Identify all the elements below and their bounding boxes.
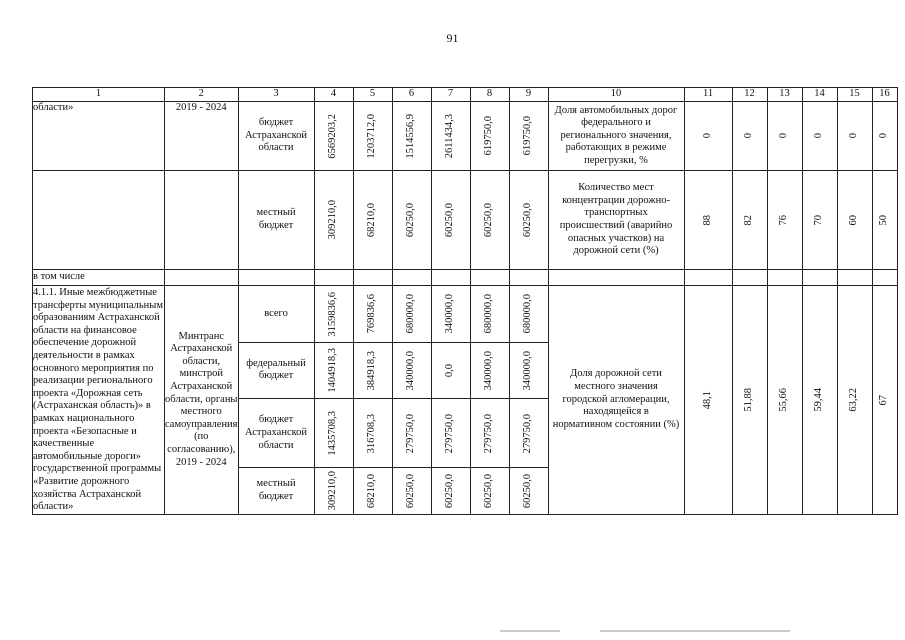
indicator-name-cell: Доля дорожной сети местного значения городской агломерации, находящейся в нормативном состоянии (%) (548, 286, 684, 515)
empty-cell (802, 270, 837, 286)
indicator-cell (837, 171, 872, 270)
table-row (33, 171, 898, 270)
amount-value: 340000,0 (483, 350, 495, 391)
amount-cell (353, 399, 392, 468)
header-cell: 11 (684, 88, 732, 102)
indicator-cell (684, 286, 732, 515)
indicator-cell (837, 286, 872, 515)
indicator-value: 0 (878, 133, 890, 139)
indicator-cell (684, 102, 732, 171)
amount-cell (470, 286, 509, 343)
indicator-value: 63,22 (848, 388, 860, 412)
empty-cell (837, 270, 872, 286)
amount-cell (509, 342, 548, 399)
indicator-cell (802, 102, 837, 171)
scan-artifact (600, 630, 790, 632)
header-cell: 14 (802, 88, 837, 102)
executor-cell: 2019 - 2024 (165, 102, 239, 171)
header-cell: 15 (837, 88, 872, 102)
indicator-cell (802, 286, 837, 515)
program-table (32, 87, 898, 515)
indicator-name-cell: Доля автомобильных дорог федерального и регионального значения, работающих в режиме перегрузки, % (548, 102, 684, 171)
empty-cell (767, 270, 802, 286)
indicator-cell (767, 286, 802, 515)
amount-value: 1203712,0 (366, 113, 378, 159)
indicator-value: 51,88 (743, 388, 755, 412)
amount-cell (392, 468, 431, 515)
indicator-cell (872, 171, 897, 270)
header-cell: 12 (732, 88, 767, 102)
amount-cell (314, 102, 353, 171)
amount-cell (470, 171, 509, 270)
header-cell: 8 (470, 88, 509, 102)
indicator-cell (837, 102, 872, 171)
indicator-name-cell: Количество мест концентрации дорожно-транспортных происшествий (аварийно опасных участков) на дорожной сети (%) (548, 171, 684, 270)
empty-cell (732, 270, 767, 286)
amount-cell (509, 102, 548, 171)
indicator-cell (802, 171, 837, 270)
amount-cell (431, 171, 470, 270)
amount-value: 340000,0 (405, 350, 417, 391)
funding-source-cell: бюджет Астраханской области (238, 399, 314, 468)
header-cell: 2 (165, 88, 239, 102)
header-row (33, 88, 898, 102)
empty-cell (238, 270, 314, 286)
amount-cell (509, 399, 548, 468)
measure-name-cell: 4.1.1. Иные межбюджетные трансферты муниципальным образованиям Астраханской области на финансовое обеспечение дорожной деятельности в рамках основного мероприятия по реализации регионального проекта «Дорожная сеть (Астраханская область)» в рамках национального проекта «Безопасные и качественные автомобильные дороги» государственной программы «Развитие дорожного хозяйства Астраханской области» (33, 286, 165, 515)
header-cell: 9 (509, 88, 548, 102)
amount-value: 279750,0 (522, 413, 534, 453)
amount-value: 60250,0 (444, 473, 456, 508)
indicator-value: 70 (813, 214, 825, 226)
table-row (33, 270, 898, 286)
amount-value: 60250,0 (522, 473, 534, 508)
indicator-cell (684, 171, 732, 270)
indicator-cell (872, 286, 897, 515)
indicator-value: 59,44 (813, 388, 825, 412)
amount-value: 1514556,9 (405, 113, 417, 159)
header-cell: 6 (392, 88, 431, 102)
amount-cell (509, 286, 548, 343)
header-cell: 5 (353, 88, 392, 102)
amount-cell (353, 342, 392, 399)
header-cell: 16 (872, 88, 897, 102)
amount-value: 60250,0 (522, 202, 534, 238)
amount-value: 68210,0 (366, 202, 378, 238)
empty-cell (353, 270, 392, 286)
indicator-value: 88 (701, 214, 713, 226)
header-cell: 13 (767, 88, 802, 102)
header-cell: 1 (33, 88, 165, 102)
empty-cell (470, 270, 509, 286)
indicator-cell (767, 171, 802, 270)
amount-value: 60250,0 (405, 473, 417, 508)
amount-value: 384918,3 (366, 350, 378, 391)
empty-cell (872, 270, 897, 286)
amount-value: 60250,0 (405, 202, 417, 238)
amount-value: 769836,6 (366, 294, 378, 334)
amount-value: 680000,0 (483, 294, 495, 334)
amount-value: 68210,0 (366, 473, 378, 508)
indicator-value: 76 (778, 214, 790, 226)
amount-cell (470, 102, 509, 171)
empty-cell (392, 270, 431, 286)
amount-cell (431, 399, 470, 468)
amount-value: 619750,0 (522, 116, 534, 156)
empty-cell (165, 270, 239, 286)
measure-name-cell: области» (33, 102, 165, 171)
scan-artifact (500, 630, 560, 632)
amount-value: 279750,0 (483, 413, 495, 453)
indicator-cell (732, 171, 767, 270)
header-cell: 4 (314, 88, 353, 102)
amount-cell (431, 342, 470, 399)
amount-cell (509, 171, 548, 270)
amount-cell (392, 286, 431, 343)
amount-cell (314, 342, 353, 399)
funding-source-cell: бюджет Астраханской области (238, 102, 314, 171)
funding-source-cell: местный бюджет (238, 468, 314, 515)
amount-value: 309210,0 (327, 471, 339, 511)
amount-cell (353, 286, 392, 343)
table-row (33, 102, 898, 171)
indicator-value: 0 (701, 133, 713, 139)
amount-cell (509, 468, 548, 515)
amount-value: 0,0 (444, 363, 456, 378)
empty-cell (314, 270, 353, 286)
empty-cell (165, 171, 239, 270)
amount-cell (431, 286, 470, 343)
header-cell: 7 (431, 88, 470, 102)
amount-cell (314, 286, 353, 343)
amount-value: 6569203,2 (327, 113, 339, 159)
amount-cell (353, 102, 392, 171)
including-label: в том числе (33, 270, 165, 286)
amount-value: 680000,0 (522, 294, 534, 334)
table-row (33, 286, 898, 343)
header-cell: 3 (238, 88, 314, 102)
empty-cell (33, 171, 165, 270)
indicator-cell (732, 286, 767, 515)
indicator-cell (872, 102, 897, 171)
indicator-value: 55,66 (778, 388, 790, 412)
indicator-value: 0 (778, 133, 790, 139)
indicator-value: 50 (878, 214, 890, 226)
amount-cell (392, 171, 431, 270)
funding-source-cell: всего (238, 286, 314, 343)
amount-cell (353, 468, 392, 515)
amount-value: 619750,0 (483, 116, 495, 156)
indicator-value: 0 (848, 133, 860, 139)
amount-value: 60250,0 (483, 473, 495, 508)
indicator-cell (767, 102, 802, 171)
amount-value: 3159836,6 (327, 291, 339, 337)
amount-cell (431, 102, 470, 171)
amount-value: 340000,0 (522, 350, 534, 391)
indicator-value: 0 (813, 133, 825, 139)
empty-cell (548, 270, 684, 286)
amount-cell (392, 102, 431, 171)
amount-cell (392, 342, 431, 399)
amount-value: 60250,0 (444, 202, 456, 238)
amount-value: 1435708,3 (327, 410, 339, 456)
amount-cell (431, 468, 470, 515)
amount-cell (470, 468, 509, 515)
indicator-value: 48,1 (701, 390, 713, 410)
indicator-value: 67 (878, 394, 890, 406)
funding-source-cell: федеральный бюджет (238, 342, 314, 399)
amount-value: 340000,0 (444, 294, 456, 334)
indicator-value: 0 (743, 133, 755, 139)
amount-value: 60250,0 (483, 202, 495, 238)
amount-cell (392, 399, 431, 468)
amount-cell (314, 468, 353, 515)
amount-cell (470, 399, 509, 468)
empty-cell (431, 270, 470, 286)
amount-cell (314, 399, 353, 468)
amount-value: 316708,3 (366, 413, 378, 453)
header-cell: 10 (548, 88, 684, 102)
empty-cell (684, 270, 732, 286)
amount-cell (353, 171, 392, 270)
empty-cell (509, 270, 548, 286)
indicator-value: 60 (848, 214, 860, 226)
indicator-cell (732, 102, 767, 171)
page-number: 91 (446, 31, 459, 45)
amount-cell (314, 171, 353, 270)
amount-value: 680000,0 (405, 294, 417, 334)
amount-value: 279750,0 (405, 413, 417, 453)
executor-cell: Минтранс Астраханской области, минстрой Астраханской области, органы местного самоуправления (по согласованию), 2019 - 2024 (165, 286, 239, 515)
indicator-value: 82 (743, 214, 755, 226)
amount-value: 309210,0 (327, 200, 339, 240)
amount-value: 1404918,3 (327, 348, 339, 393)
amount-cell (470, 342, 509, 399)
amount-value: 279750,0 (444, 413, 456, 453)
amount-value: 2611434,3 (444, 113, 456, 159)
funding-source-cell: местный бюджет (238, 171, 314, 270)
